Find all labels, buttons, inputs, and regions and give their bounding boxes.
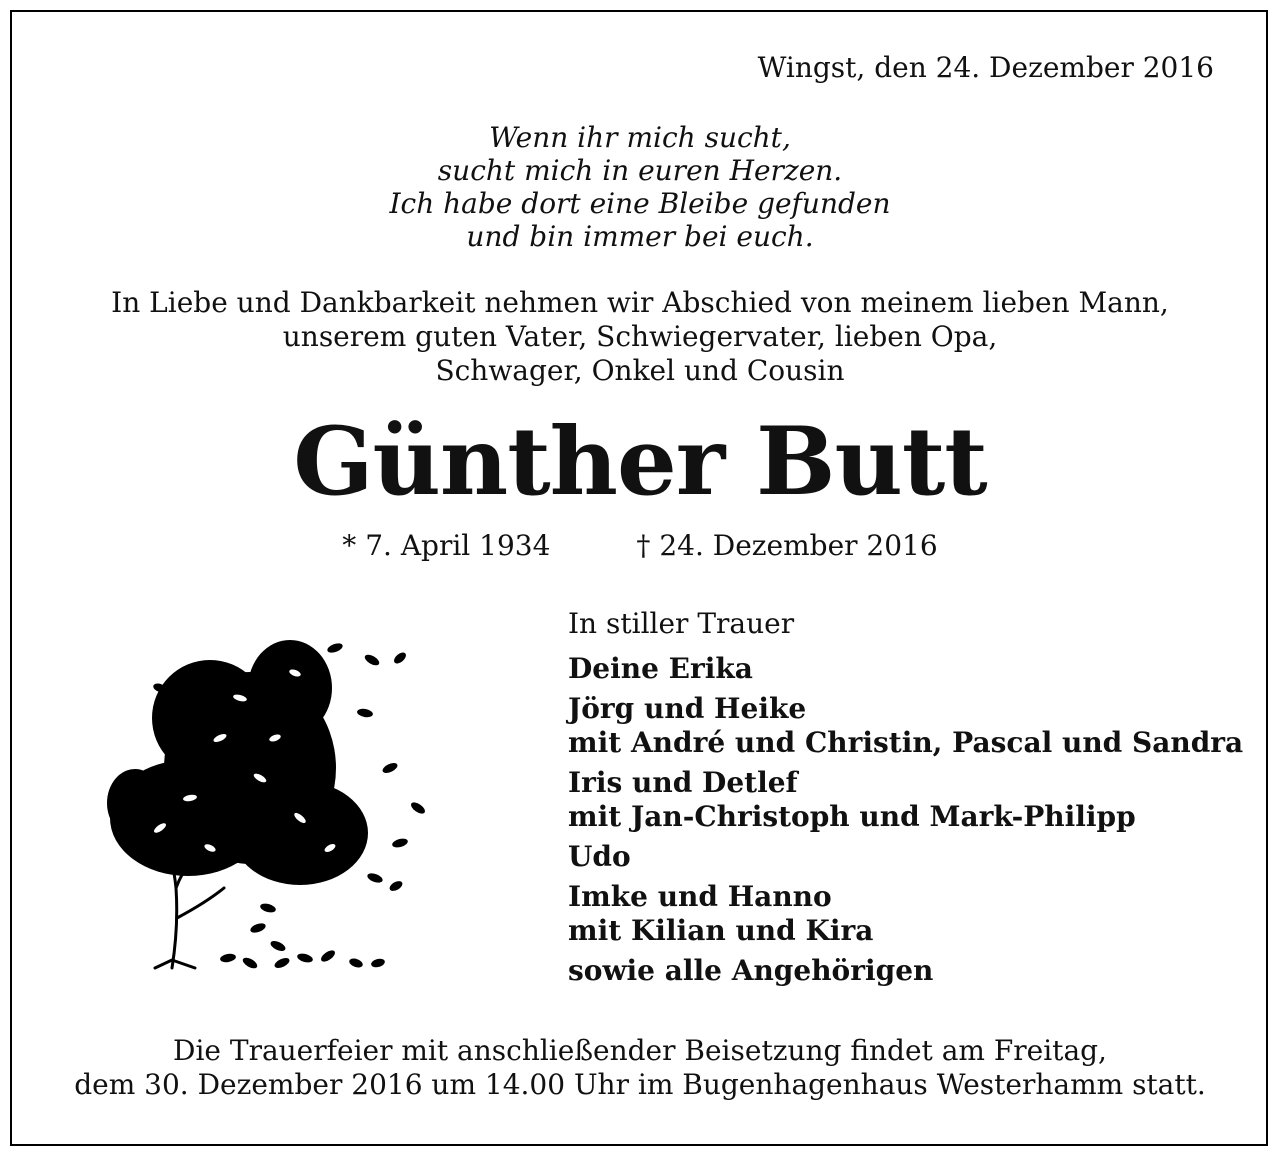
- poem-line: Wenn ihr mich sucht,: [489, 121, 791, 154]
- mourner-line: Jörg und Heike: [568, 692, 807, 725]
- intro-line: In Liebe und Dankbarkeit nehmen wir Abschied von meinem lieben Mann,: [111, 286, 1169, 319]
- poem: [0, 121, 1280, 253]
- intro-line: unserem guten Vater, Schwiegervater, lieben Opa,: [282, 320, 998, 353]
- mourner-line: Deine Erika: [568, 652, 753, 685]
- deceased-name: Günther Butt: [293, 407, 987, 517]
- poem-line: und bin immer bei euch.: [466, 220, 814, 253]
- mourner-line: mit Kilian und Kira: [568, 914, 874, 947]
- mourner-group: [568, 880, 1248, 948]
- windblown-tree-icon: [100, 618, 440, 978]
- life-dates: [0, 528, 1280, 564]
- birth-date: * 7. April 1934: [342, 529, 551, 562]
- mourning-lead: In stiller Trauer: [568, 607, 795, 640]
- mourner-group: [568, 692, 1248, 760]
- mourner-line: mit Jan-Christoph und Mark-Philipp: [568, 800, 1136, 833]
- intro-text: [0, 286, 1280, 388]
- intro-line: Schwager, Onkel und Cousin: [435, 354, 845, 387]
- funeral-line: Die Trauerfeier mit anschließender Beisetzung findet am Freitag,: [173, 1034, 1107, 1067]
- mourner-group: [568, 766, 1248, 834]
- funeral-info: [0, 1034, 1280, 1102]
- mourner-line: sowie alle Angehörigen: [568, 954, 934, 987]
- mourner-line: Imke und Hanno: [568, 880, 832, 913]
- poem-line: sucht mich in euren Herzen.: [437, 154, 843, 187]
- mourner-group: [568, 652, 1248, 686]
- mourner-line: Iris und Detlef: [568, 766, 798, 799]
- mourners-list: [568, 606, 1248, 994]
- mourner-line: mit André und Christin, Pascal und Sandra: [568, 726, 1244, 759]
- funeral-line: dem 30. Dezember 2016 um 14.00 Uhr im Bugenhagenhaus Westerhamm statt.: [74, 1068, 1206, 1101]
- poem-line: Ich habe dort eine Bleibe gefunden: [389, 187, 891, 220]
- mourner-group: [568, 954, 1248, 988]
- dateline: Wingst, den 24. Dezember 2016: [757, 51, 1214, 84]
- mourner-line: Udo: [568, 840, 631, 873]
- mourner-group: [568, 840, 1248, 874]
- death-date: † 24. Dezember 2016: [636, 529, 938, 562]
